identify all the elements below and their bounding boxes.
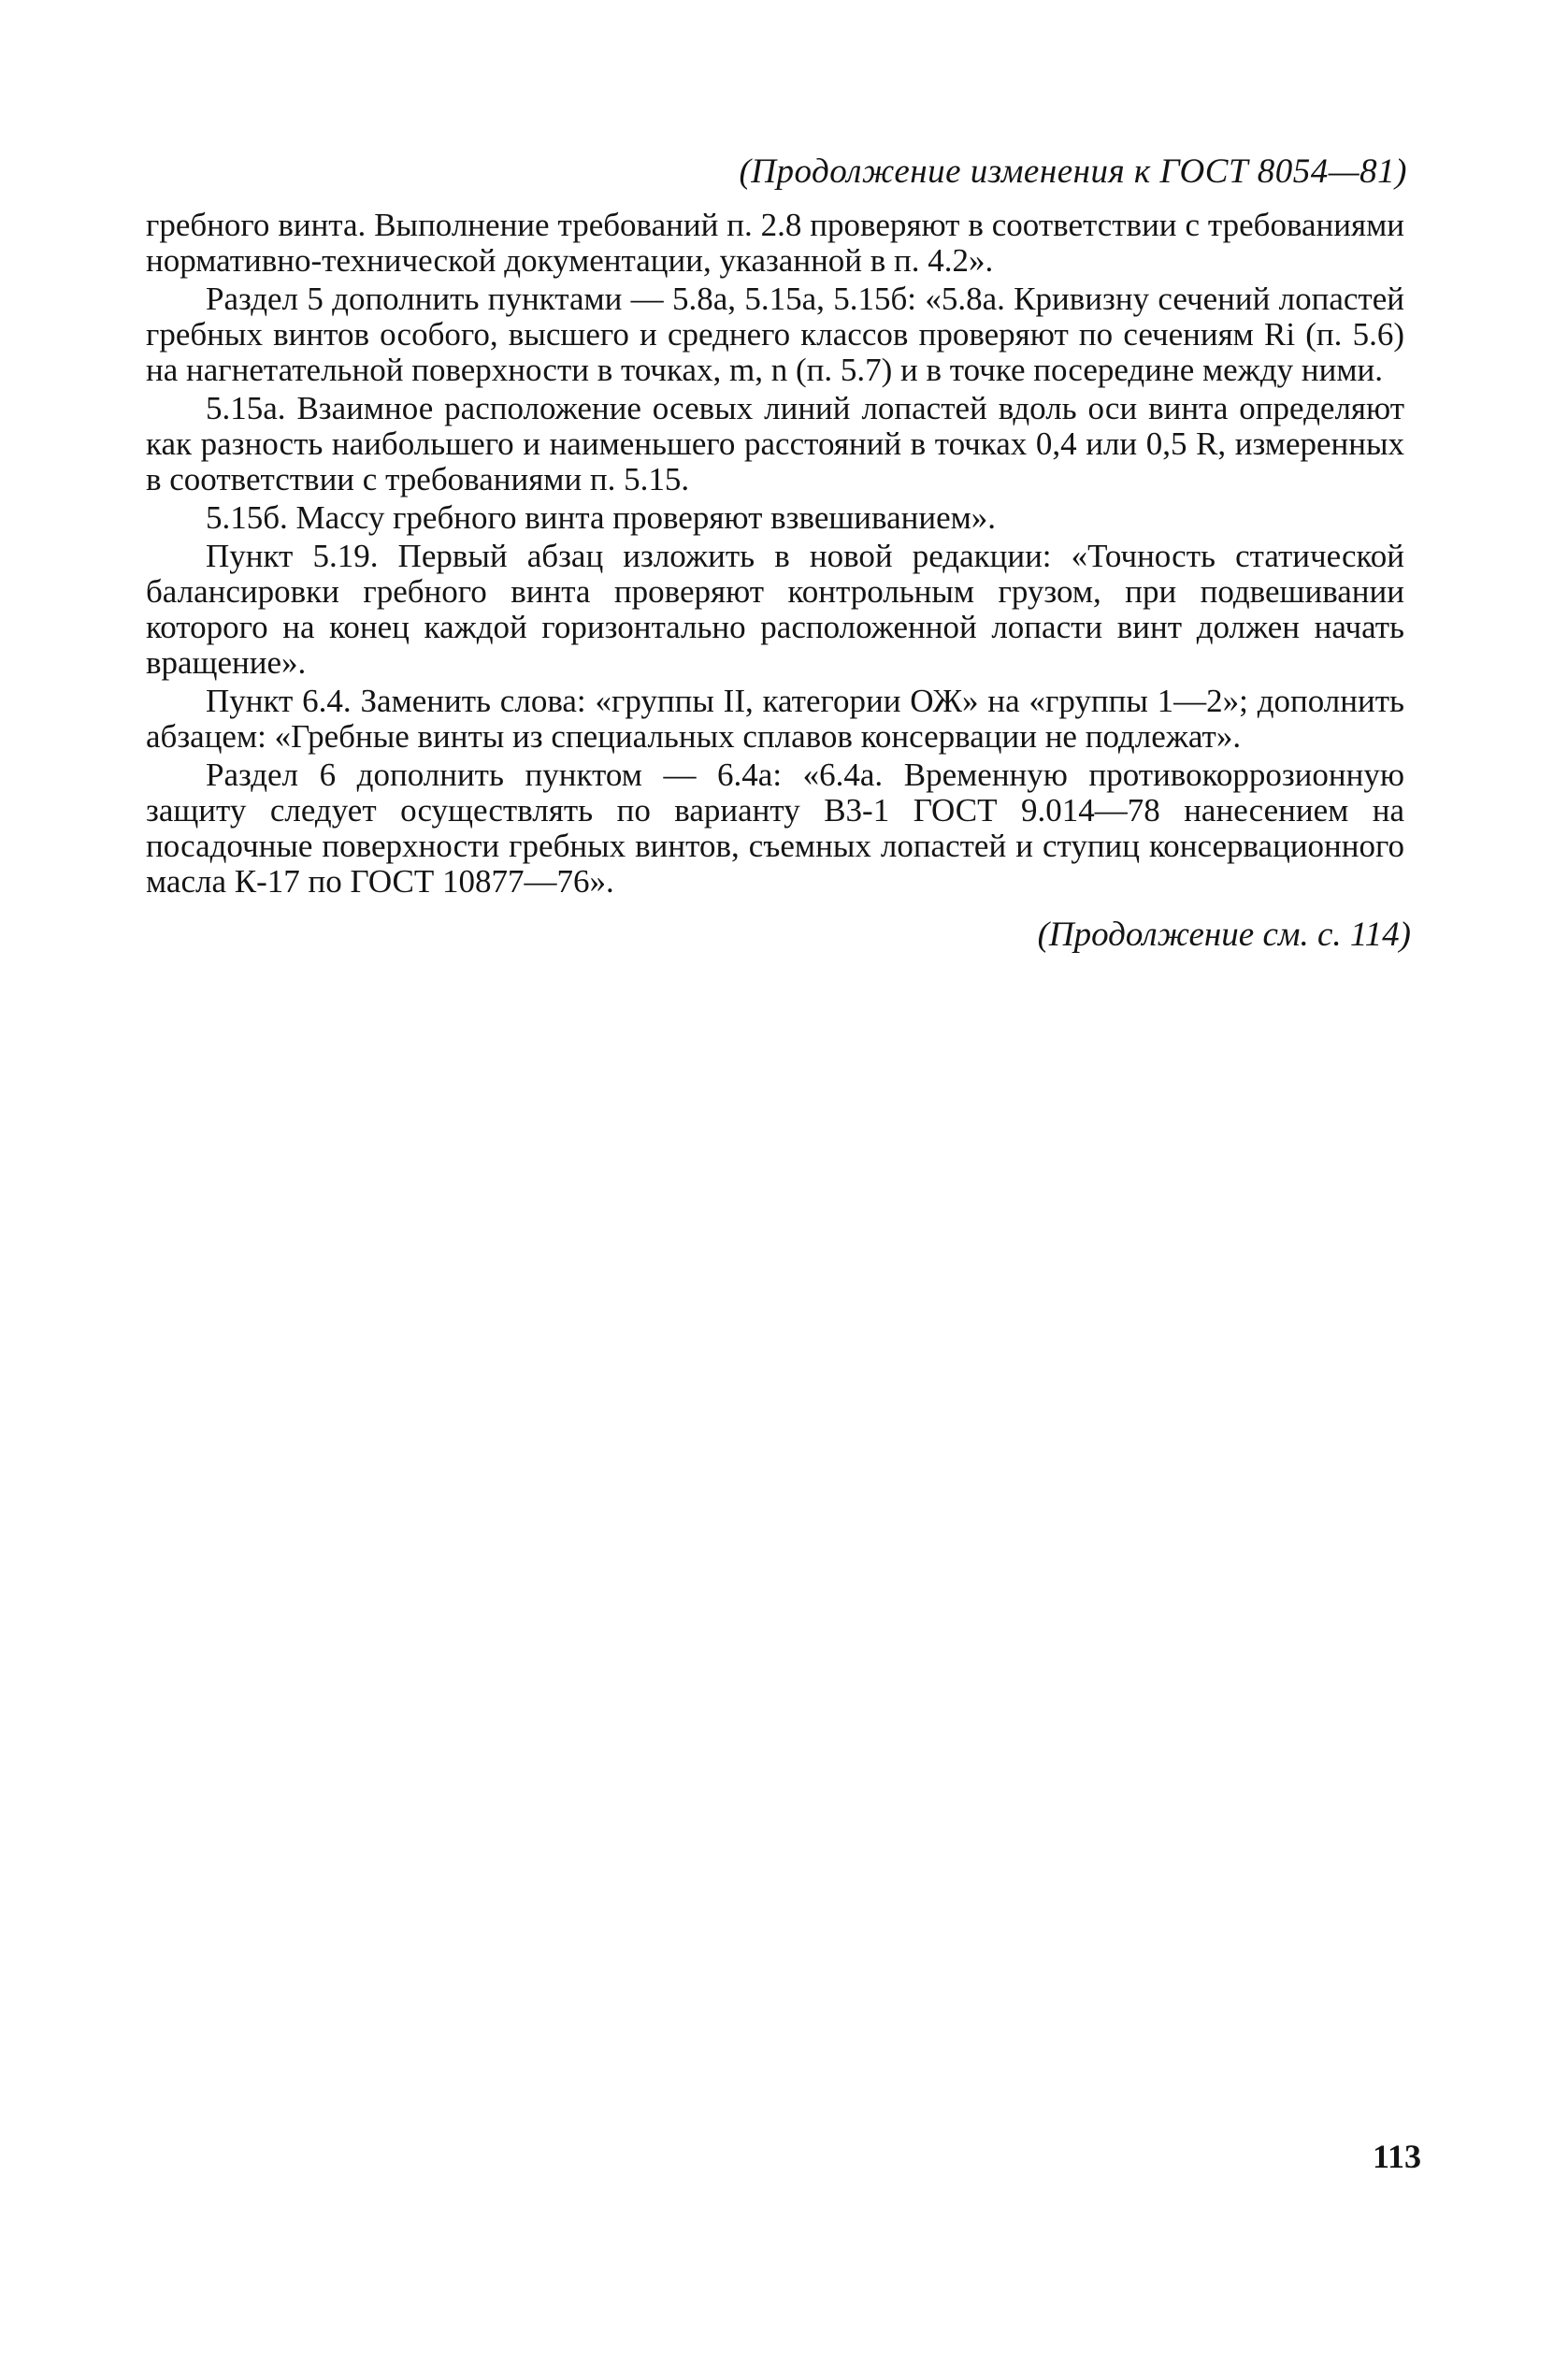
paragraph-section-5: Раздел 5 дополнить пунктами — 5.8а, 5.15а, 5.15б: «5.8а. Кривизну сечений лопастей гребных винтов особого, высшего и среднего классов проверяют по сечениям Ri (п. 5.6) на нагнетательной поверхности в точках, m, n (п. 5.7) и в точке посередине между ними.: [146, 281, 1404, 388]
paragraph-5-15a: 5.15а. Взаимное расположение осевых линий лопастей вдоль оси винта определяют как разность наибольшего и наименьшего расстояний в точках 0,4 или 0,5 R, измеренных в соответствии с требованиями п. 5.15.: [146, 390, 1404, 497]
continuation-header: (Продолжение изменения к ГОСТ 8054—81): [739, 152, 1407, 191]
paragraph-item-5-19: Пункт 5.19. Первый абзац изложить в новой редакции: «Точность статической балансировки гребного винта проверяют контрольным грузом, при подвешивании которого на конец каждой горизонтально расположенной лопасти винт должен начать вращение».: [146, 538, 1404, 681]
amendment-body: [146, 208, 1404, 900]
paragraph-item-6-4: Пункт 6.4. Заменить слова: «группы II, категории ОЖ» на «группы 1—2»; дополнить абзацем: «Гребные винты из специальных сплавов консервации не подлежат».: [146, 683, 1404, 755]
paragraph-section-6: Раздел 6 дополнить пунктом — 6.4а: «6.4а. Временную противокоррозионную защиту следует осуществлять по варианту В3-1 ГОСТ 9.014—78 нанесением на посадочные поверхности гребных винтов, съемных лопастей и ступиц консервационного масла К-17 по ГОСТ 10877—76».: [146, 757, 1404, 900]
paragraph-continued: гребного винта. Выполнение требований п. 2.8 проверяют в соответствии с требованиями нормативно-технической документации, указанной в п. 4.2».: [146, 207, 1404, 279]
page-number: 113: [1372, 2138, 1421, 2175]
paragraph-5-15b: 5.15б. Массу гребного винта проверяют взвешиванием».: [206, 499, 997, 536]
continuation-footer-note: (Продолжение см. с. 114): [1037, 915, 1411, 954]
